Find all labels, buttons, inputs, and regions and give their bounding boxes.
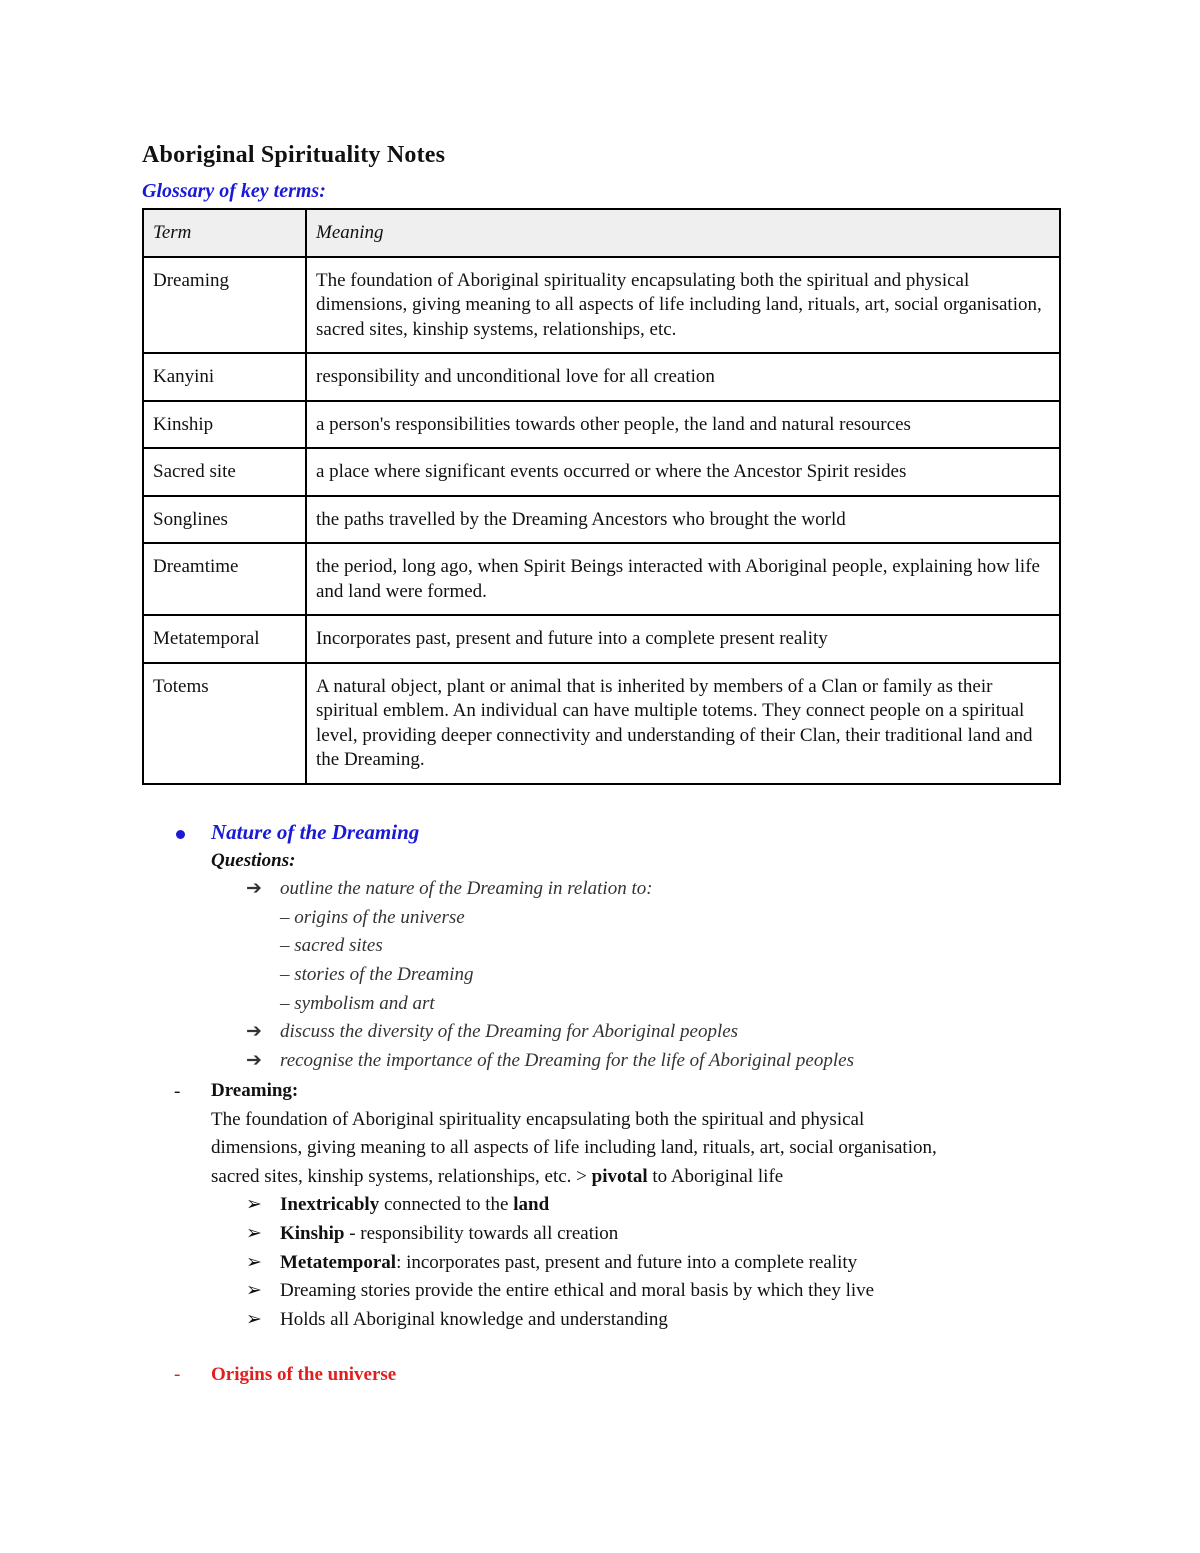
arrowhead-icon: ➢ (246, 1308, 262, 1330)
list-item (211, 1249, 937, 1278)
bold-span: pivotal (591, 1165, 648, 1187)
table-row (143, 496, 1060, 544)
arrowhead-icon: ➢ (246, 1251, 262, 1273)
table-row (143, 401, 1060, 449)
arrow-right-icon: ➔ (246, 1021, 262, 1043)
questions-label: Questions: (211, 849, 296, 871)
page-title: Aboriginal Spirituality Notes (142, 142, 446, 168)
meaning-cell: a place where significant events occurred or where the Ancestor Spirit resides (306, 448, 1060, 496)
table-header-row (143, 209, 1060, 257)
dash-marker: - (174, 1081, 181, 1102)
term-cell: Dreamtime (143, 543, 306, 615)
question-item (211, 1018, 854, 1047)
column-header-meaning: Meaning (306, 209, 1060, 257)
table-row (143, 663, 1060, 784)
text-span: sacred sites, kinship systems, relationships, etc. > (211, 1165, 592, 1187)
table-row (143, 448, 1060, 496)
term-cell: Metatemporal (143, 615, 306, 663)
dreaming-text-line: dimensions, giving meaning to all aspects of life including land, rituals, art, social organisation, (211, 1137, 937, 1159)
text-span: - responsibility towards all creation (344, 1222, 619, 1244)
question-text: discuss the diversity of the Dreaming for Aboriginal peoples (280, 1021, 739, 1043)
meaning-cell: the period, long ago, when Spirit Beings interacted with Aboriginal people, explaining how life and land were formed. (306, 543, 1060, 615)
text-span: : incorporates past, present and future into a complete reality (396, 1251, 858, 1273)
question-subitem: – origins of the universe (280, 906, 465, 928)
meaning-cell: responsibility and unconditional love for all creation (306, 353, 1060, 401)
question-text: outline the nature of the Dreaming in relation to: (280, 878, 653, 900)
dreaming-text-line: The foundation of Aboriginal spirituality encapsulating both the spiritual and physical (211, 1108, 865, 1130)
term-cell: Dreaming (143, 257, 306, 354)
bullet-dot-icon (176, 830, 185, 839)
arrow-right-icon: ➔ (246, 1049, 262, 1071)
dreaming-section (211, 1077, 937, 1334)
table-row (143, 543, 1060, 615)
term-cell: Songlines (143, 496, 306, 544)
question-subitem: – symbolism and art (280, 992, 435, 1014)
meaning-cell: A natural object, plant or animal that is inherited by members of a Clan or family as their spiritual emblem. An individual can have multiple totems. They connect people on a spiritual level, providing deeper connectivity and understanding of their Clan, their traditional land and the Dreaming. (306, 663, 1060, 784)
nature-heading: Nature of the Dreaming (211, 820, 420, 844)
list-item (211, 1277, 937, 1306)
arrowhead-icon: ➢ (246, 1222, 262, 1244)
bold-span: Metatemporal (280, 1251, 397, 1273)
question-subitem: – sacred sites (280, 935, 383, 957)
dreaming-text-line (211, 1163, 937, 1192)
question-item (211, 1047, 854, 1076)
table-row (143, 615, 1060, 663)
list-item (211, 1306, 937, 1335)
question-text: recognise the importance of the Dreaming for the life of Aboriginal peoples (280, 1049, 854, 1071)
list-item (211, 1220, 937, 1249)
term-cell: Sacred site (143, 448, 306, 496)
arrow-right-icon: ➔ (246, 878, 262, 900)
question-subitem: – stories of the Dreaming (280, 963, 474, 985)
meaning-cell: a person's responsibilities towards other people, the land and natural resources (306, 401, 1060, 449)
glossary-subtitle: Glossary of key terms: (142, 180, 326, 202)
term-cell: Kinship (143, 401, 306, 449)
origins-heading: Origins of the universe (211, 1364, 397, 1385)
arrowhead-icon: ➢ (246, 1194, 262, 1216)
nature-section (211, 818, 854, 1075)
dash-marker: - (174, 1364, 181, 1385)
list-item (211, 1191, 937, 1220)
table-row (143, 257, 1060, 354)
meaning-cell: Incorporates past, present and future into a complete present reality (306, 615, 1060, 663)
meaning-cell: the paths travelled by the Dreaming Ancestors who brought the world (306, 496, 1060, 544)
term-cell: Totems (143, 663, 306, 784)
text-span: Holds all Aboriginal knowledge and understanding (280, 1308, 668, 1330)
question-item (211, 875, 854, 904)
bold-span: Kinship (280, 1222, 345, 1244)
bold-span: Inextricably (280, 1194, 380, 1216)
arrowhead-icon: ➢ (246, 1280, 262, 1302)
text-span: to Aboriginal life (647, 1165, 784, 1187)
meaning-cell: The foundation of Aboriginal spirituality encapsulating both the spiritual and physical dimensions, giving meaning to all aspects of life including land, rituals, art, social organisation, sacred sites, kinship systems, relationships, etc. (306, 257, 1060, 354)
dreaming-label: Dreaming: (211, 1080, 299, 1101)
table-row (143, 353, 1060, 401)
text-span: Dreaming stories provide the entire ethical and moral basis by which they live (280, 1280, 875, 1302)
glossary-table (142, 208, 1061, 785)
term-cell: Kanyini (143, 353, 306, 401)
bold-span: land (513, 1194, 550, 1216)
text-span: connected to the (379, 1194, 514, 1216)
column-header-term: Term (143, 209, 306, 257)
